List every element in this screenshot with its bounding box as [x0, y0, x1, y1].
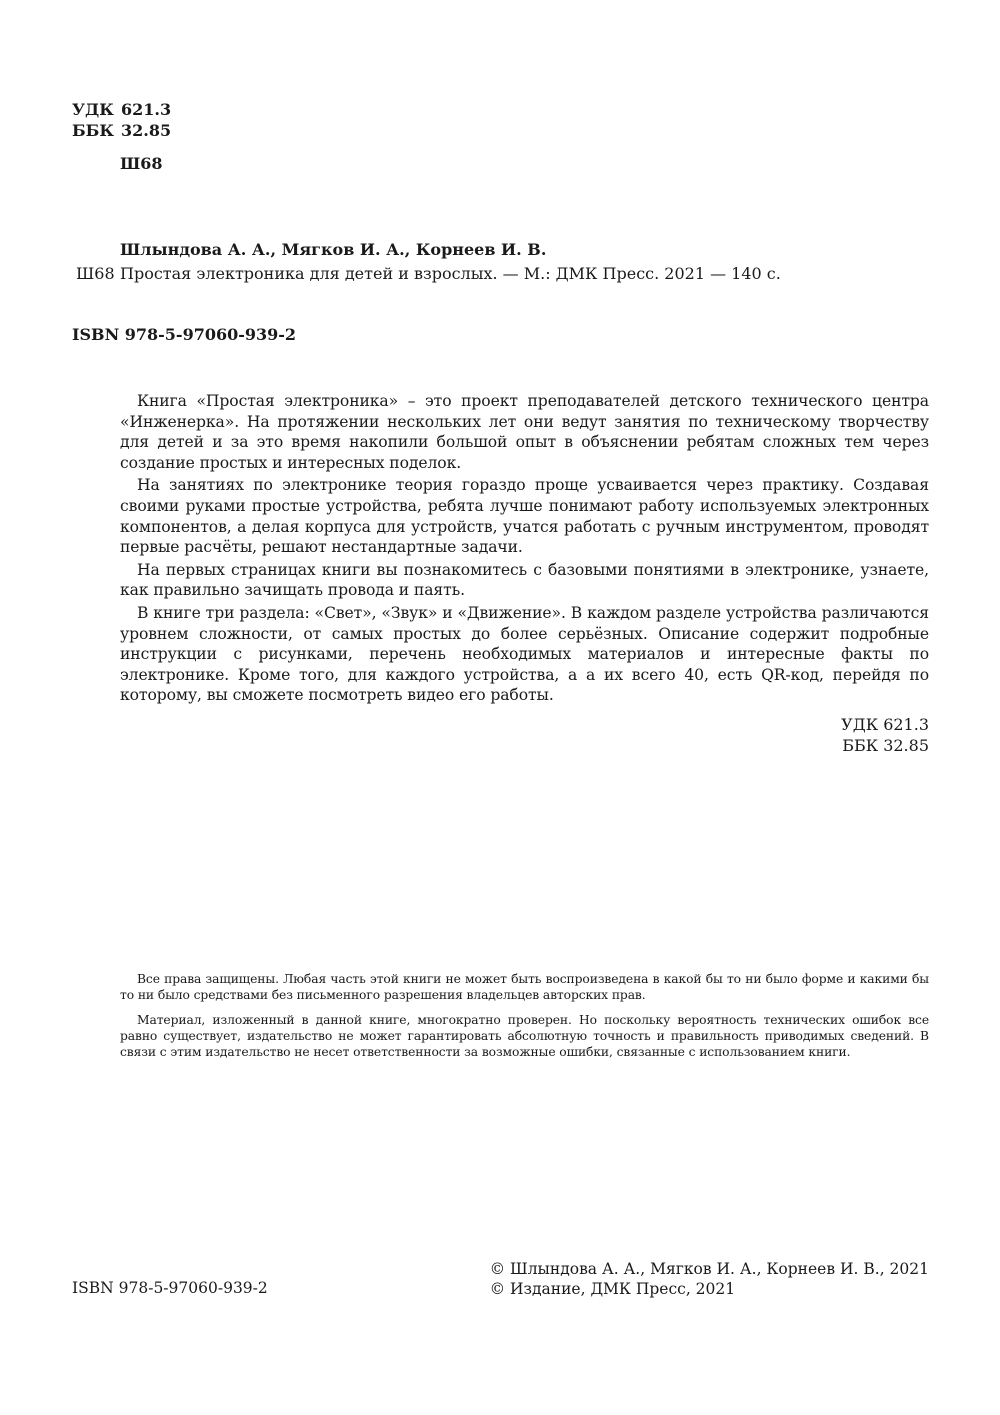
isbn-top: ISBN 978-5-97060-939-2 — [72, 325, 297, 344]
rights-paragraph: Материал, изложенный в данной книге, многократно проверен. Но поскольку вероятность технических ошибок все равно существует, издательство не может гарантировать абсолютную точность и правильность приводимых сведений. В связи с этим издательство не несет ответственности за возможные ошибки, связанные с использованием книги. — [120, 1013, 929, 1059]
annotation — [120, 391, 929, 708]
copyright-publisher: © Издание, ДМК Пресс, 2021 — [489, 1280, 736, 1298]
annotation-paragraph: Книга «Простая электроника» – это проект преподавателей детского технического центра «Инженерка». На протяжении нескольких лет они ведут занятия по техническому творчеству для детей и за это время накопили большой опыт в объяснении ребятам сложных тем через создание простых и интересных поделок. — [120, 392, 929, 472]
bbk-label: ББК — [72, 121, 114, 140]
udc-row — [72, 99, 171, 120]
rights-paragraph: Все права защищены. Любая часть этой книги не может быть воспроизведена в какой бы то ни было форме и какими бы то ни было средствами без письменного разрешения владельцев авторских прав. — [120, 972, 929, 1002]
bbk-row — [72, 120, 171, 141]
bbk-right: ББК 32.85 — [842, 736, 929, 755]
bibliographic-code: Ш68 — [76, 264, 115, 283]
udc-label: УДК — [72, 100, 114, 119]
authors: Шлындова А. А., Мягков И. А., Корнеев И. В. — [120, 240, 547, 259]
udc-value: 621.3 — [121, 100, 172, 119]
annotation-paragraph: В книге три раздела: «Свет», «Звук» и «Движение». В каждом разделе устройства различаются уровнем сложности, от самых простых до более серьёзных. Описание содержит подробные инструкции с рисунками, перечень необходимых материалов и интересные факты по электронике. Кроме того, для каждого устройства, а а их всего 40, есть QR-код, перейдя по которому, вы сможете посмотреть видео его работы. — [120, 603, 929, 705]
annotation-paragraph: На занятиях по электронике теория гораздо проще усваивается через практику. Создавая своими руками простые устройства, ребята лучше понимают работу используемых электронных компонентов, а делая корпуса для устройств, учатся работать с ручным инструментом, проводят первые расчёты, решают нестандартные задачи. — [120, 476, 929, 557]
copyright-authors: © Шлындова А. А., Мягков И. А., Корнеев И. В., 2021 — [489, 1260, 929, 1278]
udc-right: УДК 621.3 — [841, 715, 929, 734]
bibliographic-title: Простая электроника для детей и взрослых. — М.: ДМК Пресс. 2021 — 140 с. — [120, 264, 781, 283]
annotation-paragraph: На первых страницах книги вы познакомитесь с базовыми понятиями в электронике, узнаете, как правильно зачищать провода и паять. — [120, 560, 929, 600]
isbn-bottom: ISBN 978-5-97060-939-2 — [72, 1279, 268, 1297]
bibliographic-line — [76, 264, 781, 283]
classification-codes — [72, 99, 171, 141]
rights-notice — [120, 971, 929, 1069]
author-code: Ш68 — [120, 154, 163, 173]
bbk-value: 32.85 — [121, 121, 172, 140]
classification-codes-right — [841, 714, 929, 756]
copyright-block — [490, 1259, 929, 1299]
